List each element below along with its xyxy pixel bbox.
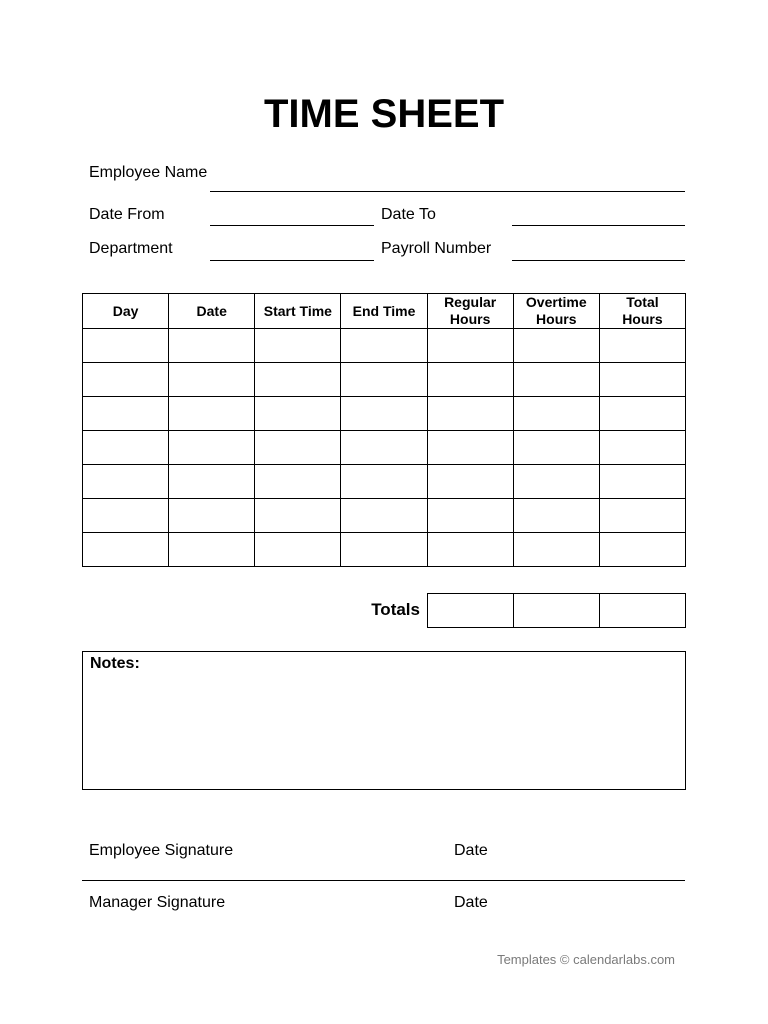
notes-label: Notes: (90, 655, 140, 672)
date-to-field[interactable] (512, 225, 685, 226)
table-row (83, 465, 686, 499)
header-start-time: Start Time (255, 294, 341, 329)
table-cell[interactable] (255, 533, 341, 567)
table-cell[interactable] (513, 363, 599, 397)
payroll-number-field[interactable] (512, 260, 685, 261)
employee-signature-date-label: Date (454, 842, 488, 859)
table-cell[interactable] (513, 329, 599, 363)
date-from-label: Date From (89, 206, 165, 223)
timesheet-table (82, 293, 686, 567)
totals-row (428, 594, 686, 628)
table-cell[interactable] (169, 431, 255, 465)
footer-credit: Templates © calendarlabs.com (497, 952, 675, 967)
page-title: TIME SHEET (263, 92, 505, 136)
table-cell[interactable] (255, 397, 341, 431)
table-cell[interactable] (255, 431, 341, 465)
table-cell[interactable] (513, 465, 599, 499)
table-cell[interactable] (169, 533, 255, 567)
department-label: Department (89, 240, 173, 257)
table-cell[interactable] (513, 397, 599, 431)
table-row (83, 363, 686, 397)
date-from-field[interactable] (210, 225, 374, 226)
total-overtime-hours-cell[interactable] (514, 594, 600, 628)
table-cell[interactable] (427, 431, 513, 465)
table-cell[interactable] (599, 431, 685, 465)
table-cell[interactable] (169, 465, 255, 499)
table-cell[interactable] (341, 499, 427, 533)
table-cell[interactable] (427, 363, 513, 397)
table-cell[interactable] (513, 533, 599, 567)
table-cell[interactable] (599, 329, 685, 363)
table-cell[interactable] (427, 329, 513, 363)
table-cell[interactable] (255, 465, 341, 499)
table-cell[interactable] (513, 499, 599, 533)
table-cell[interactable] (599, 363, 685, 397)
notes-box[interactable] (82, 651, 686, 790)
table-cell[interactable] (427, 397, 513, 431)
table-cell[interactable] (599, 533, 685, 567)
table-cell[interactable] (341, 363, 427, 397)
header-total-hours: Total Hours (599, 294, 685, 329)
payroll-number-label: Payroll Number (381, 240, 492, 257)
table-cell[interactable] (169, 329, 255, 363)
table-cell[interactable] (255, 363, 341, 397)
table-header-row (83, 294, 686, 329)
manager-signature-label: Manager Signature (89, 894, 226, 911)
total-hours-cell[interactable] (600, 594, 686, 628)
table-cell[interactable] (341, 465, 427, 499)
table-cell[interactable] (83, 329, 169, 363)
table-cell[interactable] (83, 431, 169, 465)
table-row (83, 533, 686, 567)
table-cell[interactable] (255, 499, 341, 533)
table-cell[interactable] (169, 397, 255, 431)
table-cell[interactable] (341, 533, 427, 567)
table-row (83, 397, 686, 431)
table-cell[interactable] (341, 431, 427, 465)
table-cell[interactable] (427, 465, 513, 499)
employee-name-label: Employee Name (89, 164, 208, 181)
table-row (83, 329, 686, 363)
manager-signature-date-label: Date (454, 894, 488, 911)
table-cell[interactable] (83, 499, 169, 533)
table-cell[interactable] (427, 533, 513, 567)
totals-label: Totals (371, 600, 420, 619)
table-cell[interactable] (599, 397, 685, 431)
table-cell[interactable] (255, 329, 341, 363)
table-cell[interactable] (169, 499, 255, 533)
table-cell[interactable] (427, 499, 513, 533)
table-cell[interactable] (169, 363, 255, 397)
table-cell[interactable] (341, 397, 427, 431)
table-cell[interactable] (83, 397, 169, 431)
employee-name-field[interactable] (210, 191, 685, 192)
header-overtime-hours: Overtime Hours (513, 294, 599, 329)
department-field[interactable] (210, 260, 374, 261)
date-to-label: Date To (381, 206, 436, 223)
table-row (83, 499, 686, 533)
table-cell[interactable] (83, 363, 169, 397)
signature-divider (82, 880, 685, 881)
table-cell[interactable] (599, 465, 685, 499)
table-cell[interactable] (513, 431, 599, 465)
header-day: Day (83, 294, 169, 329)
table-cell[interactable] (83, 533, 169, 567)
table-cell[interactable] (599, 499, 685, 533)
employee-signature-label: Employee Signature (89, 842, 234, 859)
table-cell[interactable] (341, 329, 427, 363)
header-date: Date (169, 294, 255, 329)
table-cell[interactable] (83, 465, 169, 499)
table-row (83, 431, 686, 465)
totals-table (427, 593, 686, 628)
header-regular-hours: Regular Hours (427, 294, 513, 329)
total-regular-hours-cell[interactable] (428, 594, 514, 628)
header-end-time: End Time (341, 294, 427, 329)
